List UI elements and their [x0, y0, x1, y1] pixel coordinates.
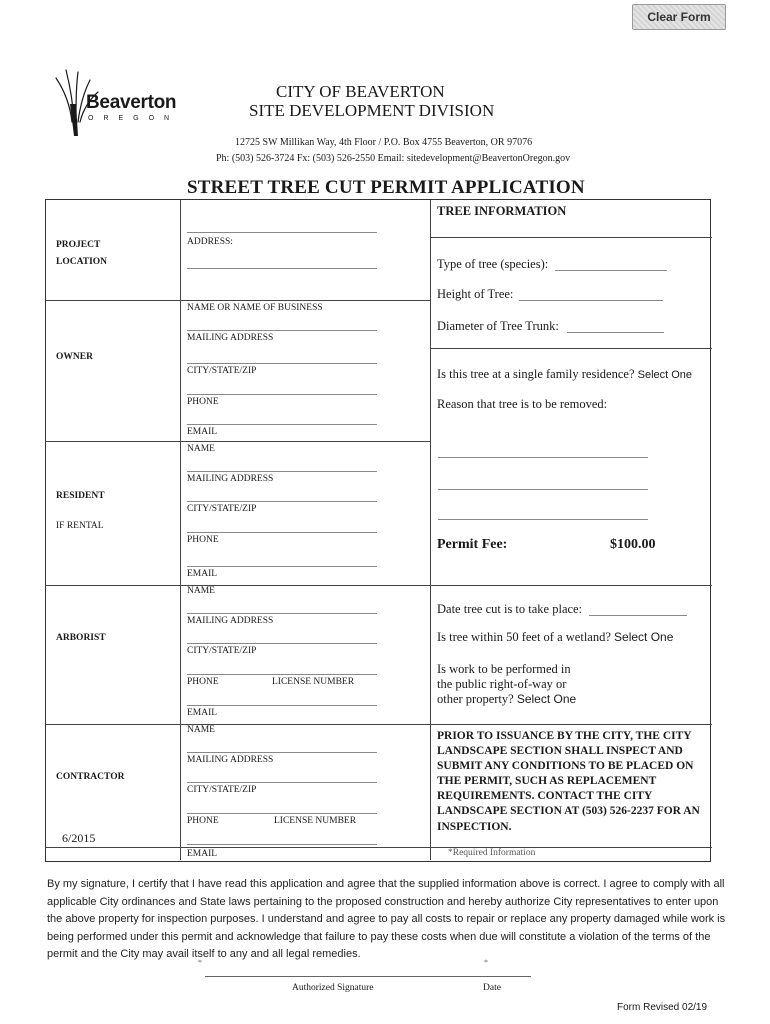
signature-required-star: *	[198, 958, 202, 967]
tree-diameter-field[interactable]	[567, 332, 664, 333]
contractor-city-field[interactable]	[187, 813, 377, 814]
column-divider-left	[180, 200, 181, 860]
tree-type-field[interactable]	[555, 270, 667, 271]
arborist-name-field[interactable]	[187, 613, 377, 614]
arborist-label: ARBORIST	[56, 633, 106, 643]
resident-sub-label: IF RENTAL	[56, 521, 104, 531]
form-revised-note: Form Revised 02/19	[617, 1002, 708, 1013]
project-label: PROJECT	[56, 240, 101, 250]
row-question-text: other property?	[437, 692, 514, 706]
address-field-label: ADDRESS:	[187, 237, 233, 247]
tree-height-field[interactable]	[519, 300, 663, 301]
row-question-line-2: the public right-of-way or	[437, 677, 567, 691]
contractor-email-label: EMAIL	[187, 849, 218, 859]
divider-arborist	[46, 585, 430, 586]
signature-line[interactable]	[205, 976, 531, 977]
removal-reason-line-2[interactable]	[438, 489, 648, 490]
resident-phone-field[interactable]	[187, 566, 377, 567]
cut-date-label: Date tree cut is to take place:	[437, 602, 583, 616]
logo-state-text: OREGON	[88, 115, 180, 122]
contractor-phone-field[interactable]	[187, 844, 377, 845]
resident-email-label: EMAIL	[187, 569, 218, 579]
contractor-city-label: CITY/STATE/ZIP	[187, 785, 257, 795]
single-family-question: Is this tree at a single family residence?	[437, 367, 635, 381]
contractor-license-label: LICENSE NUMBER	[274, 816, 357, 826]
wetland-select[interactable]: Select One	[614, 630, 674, 644]
tree-diameter-label: Diameter of Tree Trunk:	[437, 319, 559, 333]
owner-phone-label: PHONE	[187, 397, 219, 407]
resident-name-field[interactable]	[187, 471, 377, 472]
contact-line: Ph: (503) 526-3724 Fx: (503) 526-2550 Email: sitedevelopment@BeavertonOregon.gov	[216, 153, 571, 164]
resident-label: RESIDENT	[56, 491, 105, 501]
divider-notice	[430, 724, 712, 725]
owner-phone-field[interactable]	[187, 424, 377, 425]
resident-city-label: CITY/STATE/ZIP	[187, 504, 257, 514]
divider-contractor	[46, 724, 430, 725]
clear-form-button[interactable]: Clear Form	[632, 4, 726, 30]
arborist-mailing-field[interactable]	[187, 643, 377, 644]
wetland-question: Is tree within 50 feet of a wetland?	[437, 630, 611, 644]
tree-height-label: Height of Tree:	[437, 287, 514, 301]
arborist-city-field[interactable]	[187, 674, 377, 675]
owner-label: OWNER	[56, 352, 93, 362]
cut-date-field[interactable]	[589, 615, 687, 616]
row-question-line-1: Is work to be performed in	[437, 662, 571, 676]
row-question-line-3	[437, 692, 576, 707]
contractor-name-label: NAME	[187, 725, 215, 735]
owner-mailing-label: MAILING ADDRESS	[187, 333, 274, 343]
certification-statement: By my signature, I certify that I have read this application and agree that the supplied information above is correct. I agree to comply with all applicable City ordinances and State laws pertaining to the proposed construction and hereby authorize City representatives to enter upon the above property for inspection purposes. I understand and agree to pay all costs to repair or replace any property damaged while work is being performed under this permit and acknowledge that failure to pay these costs when due will constitute a violation of the terms of the permit and the City may avail itself to any and all legal remedies.	[47, 878, 726, 960]
divider-tree-measure	[430, 348, 712, 349]
divider-fee	[430, 585, 712, 586]
divider-resident	[46, 441, 430, 442]
contractor-phone-label: PHONE	[187, 816, 219, 826]
location-label: LOCATION	[56, 257, 108, 267]
contractor-name-field[interactable]	[187, 752, 377, 753]
removal-reason-label: Reason that tree is to be removed:	[437, 397, 608, 411]
owner-name-field[interactable]	[187, 330, 377, 331]
tree-type-label: Type of tree (species):	[437, 257, 549, 271]
divider-tree-heading	[430, 237, 712, 238]
logo-wordmark: Beaverton	[86, 92, 177, 113]
owner-mailing-field[interactable]	[187, 363, 377, 364]
contractor-label: CONTRACTOR	[56, 772, 125, 782]
resident-mailing-field[interactable]	[187, 501, 377, 502]
tree-info-heading: TREE INFORMATION	[437, 204, 567, 218]
date-required-star: *	[484, 958, 488, 967]
contractor-mailing-label: MAILING ADDRESS	[187, 755, 274, 765]
removal-reason-line-3[interactable]	[438, 519, 648, 520]
signature-date-label: Date	[483, 983, 501, 993]
city-title: CITY OF BEAVERTON	[276, 82, 445, 101]
signature-label: Authorized Signature	[292, 983, 374, 993]
single-family-select[interactable]: Select One	[637, 369, 693, 381]
arborist-city-label: CITY/STATE/ZIP	[187, 646, 257, 656]
resident-mailing-label: MAILING ADDRESS	[187, 474, 274, 484]
arborist-name-label: NAME	[187, 586, 215, 596]
division-title: SITE DEVELOPMENT DIVISION	[249, 101, 495, 120]
address-line: 12725 SW Millikan Way, 4th Floor / P.O. Box 4755 Beaverton, OR 97076	[235, 137, 533, 148]
arborist-email-label: EMAIL	[187, 708, 218, 718]
column-divider-right	[430, 200, 431, 860]
arborist-phone-field[interactable]	[187, 705, 377, 706]
owner-email-label: EMAIL	[187, 427, 218, 437]
contractor-mailing-field[interactable]	[187, 782, 377, 783]
revision-date: 6/2015	[62, 831, 96, 845]
project-line-1[interactable]	[187, 232, 377, 233]
inspection-notice: PRIOR TO ISSUANCE BY THE CITY, THE CITY LANDSCAPE SECTION SHALL INSPECT AND SUBMIT ANY CONDITIONS TO BE PLACED ON THE PERMIT, SUCH AS REPLACEMENT REQUIREMENTS. CONTACT THE CITY LANDSCAPE SECTION AT (503) 526-2237 FOR AN INSPECTION.	[437, 730, 700, 833]
permit-fee-amount: $100.00	[610, 537, 656, 552]
resident-name-label: NAME	[187, 444, 215, 454]
owner-city-label: CITY/STATE/ZIP	[187, 366, 257, 376]
right-of-way-select[interactable]: Select One	[516, 692, 577, 706]
owner-city-field[interactable]	[187, 394, 377, 395]
arborist-license-label: LICENSE NUMBER	[272, 677, 355, 687]
arborist-phone-label: PHONE	[187, 677, 219, 687]
divider-bottom-left	[46, 847, 430, 848]
permit-fee-label: Permit Fee:	[437, 537, 508, 552]
resident-city-field[interactable]	[187, 532, 377, 533]
owner-name-label: NAME OR NAME OF BUSINESS	[187, 303, 323, 313]
arborist-mailing-label: MAILING ADDRESS	[187, 616, 274, 626]
removal-reason-line-1[interactable]	[438, 457, 648, 458]
single-family-label	[437, 367, 692, 382]
required-info-note: *Required Information	[448, 848, 536, 858]
form-title: STREET TREE CUT PERMIT APPLICATION	[187, 177, 585, 198]
address-field[interactable]	[187, 268, 377, 269]
divider-owner	[46, 300, 430, 301]
resident-phone-label: PHONE	[187, 535, 219, 545]
wetland-label	[437, 630, 673, 645]
